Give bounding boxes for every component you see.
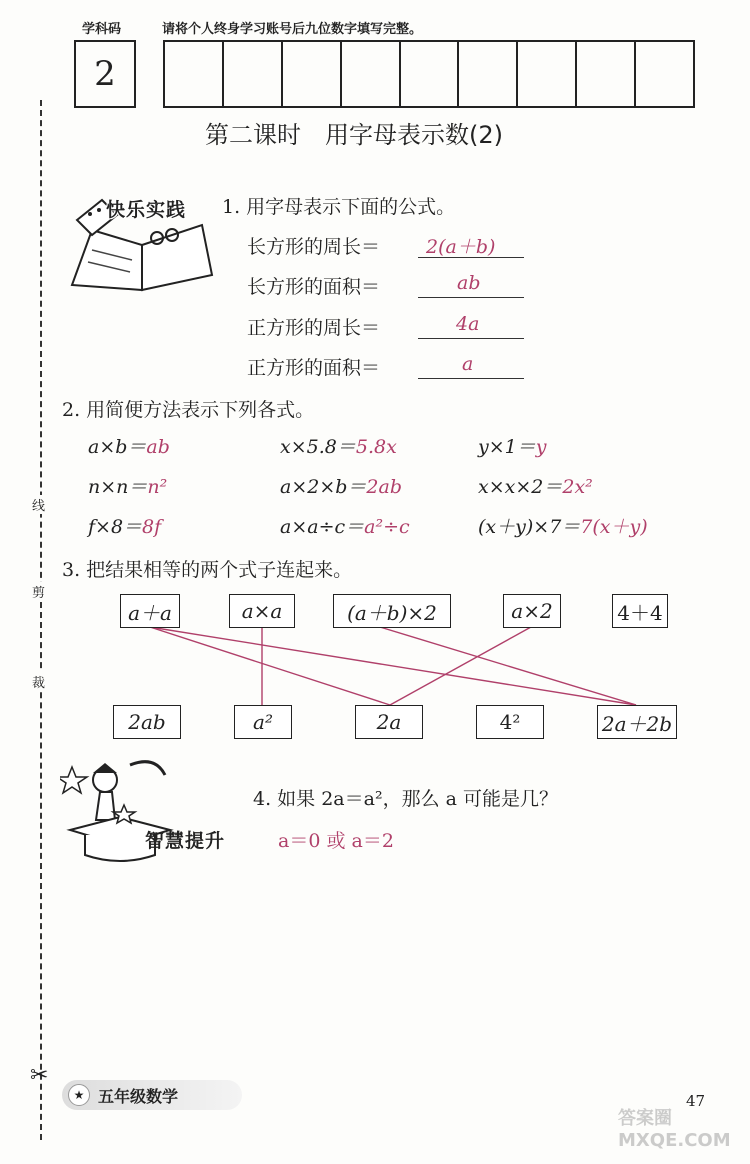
q3-top-box[interactable] — [503, 594, 561, 628]
q1-prompt: 1. 用字母表示下面的公式。 — [222, 196, 456, 218]
q1-label-4: 正方形的面积＝ — [247, 357, 381, 379]
q3-top-box[interactable] — [229, 594, 295, 628]
page-title: 第二课时 用字母表示数(2) — [205, 121, 503, 149]
q1-answer-2: ab — [457, 272, 481, 294]
q4-answer: a＝0 或 a＝2 — [278, 830, 394, 852]
match-line — [150, 627, 636, 705]
practice-badge: 快乐实践 — [106, 199, 187, 221]
instruction-text: 请将个人终身学习账号后九位数字填写完整。 — [162, 22, 423, 37]
q3-top-box[interactable] — [333, 594, 451, 628]
q3-bottom-text: 2a＋2b — [601, 711, 673, 736]
q2-question: a×b＝ — [88, 436, 147, 458]
q3-top-text: 4＋4 — [617, 600, 663, 625]
q2-question: x×x×2＝ — [478, 476, 563, 498]
page-number: 47 — [686, 1092, 706, 1110]
q2-answer: 5.8x — [355, 436, 397, 458]
q3-top-box[interactable] — [120, 594, 180, 628]
side-label-jian: 剪 — [32, 582, 45, 601]
q1-answer-1: 2(a＋b) — [426, 236, 496, 258]
q3-bottom-box[interactable] — [597, 705, 677, 739]
q3-top-text: a×a — [241, 599, 283, 623]
q2-answer: 8f — [142, 516, 162, 538]
q2-answer: 2x² — [562, 476, 593, 498]
q2-answer: 2ab — [366, 476, 403, 498]
grade-tag — [62, 1080, 242, 1110]
q3-top-box[interactable] — [612, 594, 668, 628]
q2-prompt: 2. 用简便方法表示下列各式。 — [62, 399, 315, 421]
watermark: 答案圈 MXQE.COM — [618, 1108, 731, 1151]
q2-question: (x＋y)×7＝ — [478, 516, 581, 538]
q3-bottom-box[interactable] — [234, 705, 292, 739]
q3-prompt: 3. 把结果相等的两个式子连起来。 — [62, 559, 353, 581]
q2-question: a×a÷c＝ — [280, 516, 365, 538]
q3-bottom-text: a² — [253, 710, 273, 734]
q1-answer-3: 4a — [456, 313, 480, 335]
q3-bottom-box[interactable] — [476, 705, 544, 739]
match-line — [380, 627, 636, 705]
advance-badge: 智慧提升 — [145, 830, 226, 852]
q2-question: f×8＝ — [88, 516, 143, 538]
q2-answer: n² — [147, 476, 168, 498]
side-label-xian: 线 — [32, 495, 45, 514]
q2-answer: a²÷c — [364, 516, 410, 538]
q3-top-text: a×2 — [511, 599, 553, 623]
q1-label-3: 正方形的周长＝ — [247, 317, 381, 339]
q2-answer: ab — [146, 436, 170, 458]
subject-code-label: 学科码 — [82, 22, 122, 37]
scissors-icon: ✂ — [30, 1063, 49, 1088]
q3-bottom-box[interactable] — [113, 705, 181, 739]
star-icon: ★ — [68, 1084, 90, 1106]
q2-question: n×n＝ — [88, 476, 148, 498]
match-line — [150, 627, 390, 705]
q3-bottom-box[interactable] — [355, 705, 423, 739]
q2-answer: 7(x＋y) — [580, 516, 648, 538]
side-label-cai: 裁 — [32, 672, 45, 691]
q3-bottom-text: 2a — [376, 710, 402, 734]
q2-question: y×1＝ — [478, 436, 536, 458]
q1-label-1: 长方形的周长＝ — [247, 236, 381, 258]
q1-answer-4: a — [462, 353, 474, 375]
subject-code-value: 2 — [94, 54, 116, 94]
q2-question: x×5.8＝ — [280, 436, 356, 458]
q4-prompt: 4. 如果 2a＝a²，那么 a 可能是几？ — [253, 788, 558, 810]
grade-label: 五年级数学 — [98, 1086, 179, 1106]
q2-answer: y — [535, 436, 547, 458]
q3-top-text: (a＋b)×2 — [347, 600, 437, 625]
q2-question: a×2×b＝ — [280, 476, 367, 498]
q3-bottom-text: 2ab — [128, 710, 166, 734]
q1-label-2: 长方形的面积＝ — [247, 276, 381, 298]
q3-bottom-text: 4² — [499, 710, 521, 734]
q3-top-text: a＋a — [128, 600, 172, 625]
